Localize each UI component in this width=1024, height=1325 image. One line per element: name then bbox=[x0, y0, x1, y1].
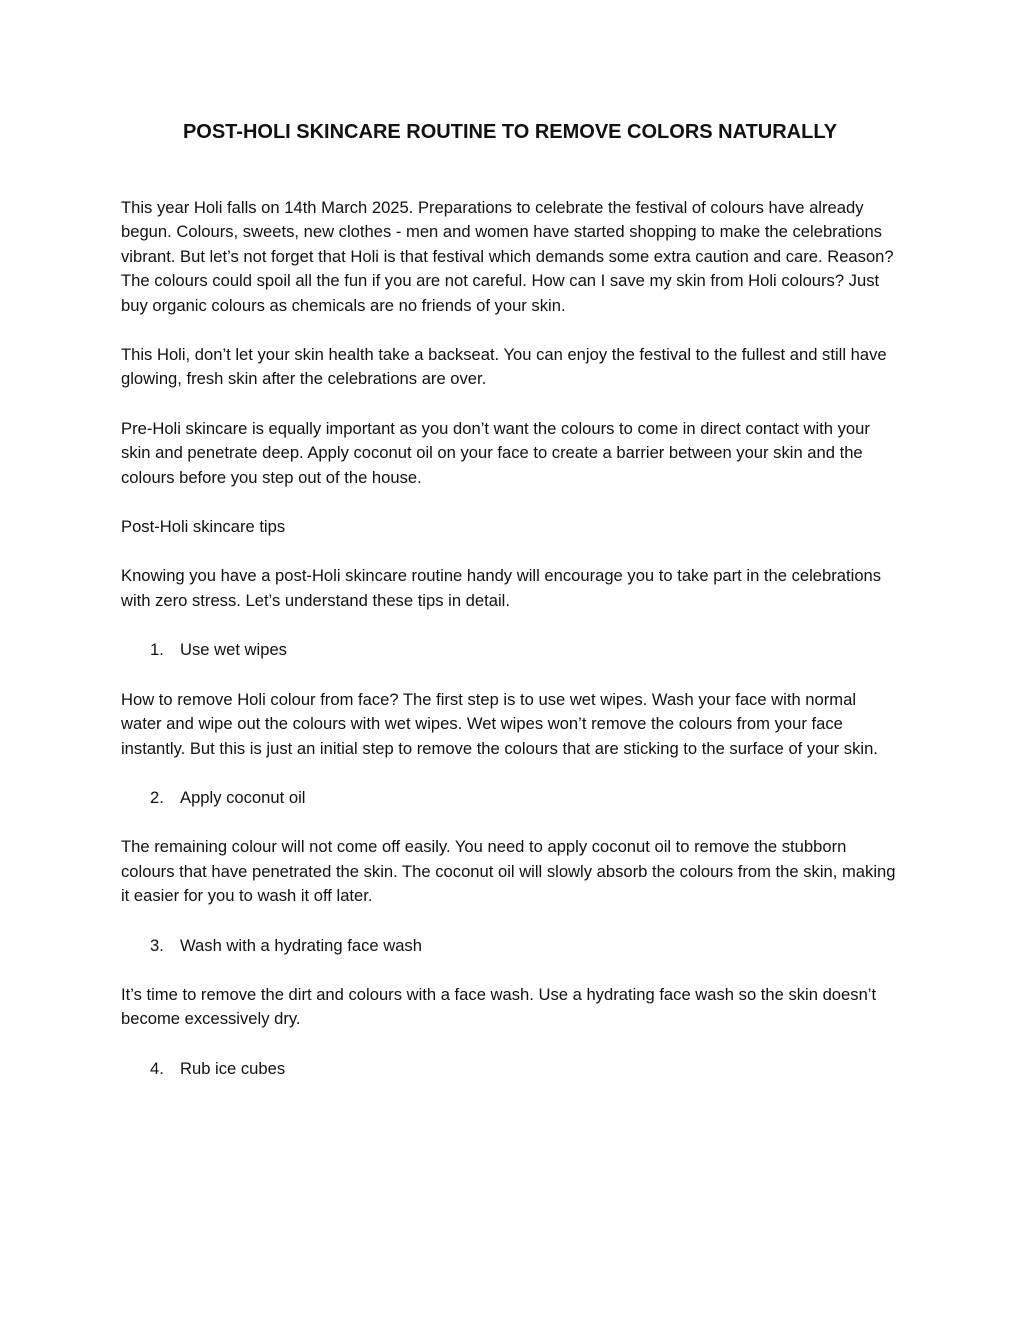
step-heading-text: Apply coconut oil bbox=[180, 787, 306, 807]
step-2-body: The remaining colour will not come off easily. You need to apply coconut oil to remove the stubborn colours that have penetrated the skin. The coconut oil will slowly absorb the colours from the skin, making it easier for you to wash it off later. bbox=[121, 837, 896, 906]
step-number: 3. bbox=[150, 935, 164, 955]
step-3-heading bbox=[121, 934, 901, 958]
intro-paragraph-1: This year Holi falls on 14th March 2025. Preparations to celebrate the festival of colours have already begun. Colours, sweets, new clothes - men and women have started shopping to make the celebrations vibrant. But let’s not forget that Holi is that festival which demands some extra caution and care. Reason? The colours could spoil all the fun if you are not careful. How can I save my skin from Holi colours? Just buy organic colours as chemicals are no friends of your skin. bbox=[121, 198, 894, 315]
step-1-heading bbox=[121, 638, 901, 662]
step-heading-text: Use wet wipes bbox=[180, 640, 287, 660]
intro-paragraph-2: This Holi, don’t let your skin health take a backseat. You can enjoy the festival to the fullest and still have glowing, fresh skin after the celebrations are over. bbox=[121, 345, 887, 389]
intro-paragraph-3: Pre-Holi skincare is equally important as you don’t want the colours to come in direct contact with your skin and penetrate deep. Apply coconut oil on your face to create a barrier between your skin and the colours before you step out of the house. bbox=[121, 418, 870, 487]
document-body bbox=[121, 196, 901, 1081]
step-1-body: How to remove Holi colour from face? The first step is to use wet wipes. Wash your face with normal water and wipe out the colours with wet wipes. Wet wipes won’t remove the colours from your face instantly. But this is just an initial step to remove the colours that are sticking to the surface of your skin. bbox=[121, 689, 878, 758]
step-heading-text: Rub ice cubes bbox=[180, 1058, 286, 1078]
document-title: POST-HOLI SKINCARE ROUTINE TO REMOVE COLORS NATURALLY bbox=[182, 121, 838, 143]
step-4-heading bbox=[121, 1057, 901, 1081]
tips-heading: Post-Holi skincare tips bbox=[121, 517, 286, 537]
step-heading-text: Wash with a hydrating face wash bbox=[180, 935, 422, 955]
step-3-body: It’s time to remove the dirt and colours with a face wash. Use a hydrating face wash so the skin doesn’t become excessively dry. bbox=[121, 984, 877, 1029]
step-2-heading bbox=[121, 786, 901, 810]
step-number: 4. bbox=[150, 1058, 164, 1078]
step-number: 1. bbox=[150, 640, 164, 660]
step-number: 2. bbox=[150, 787, 164, 807]
tips-intro-paragraph: Knowing you have a post-Holi skincare routine handy will encourage you to take part in the celebrations with zero stress. Let’s understand these tips in detail. bbox=[121, 566, 882, 610]
